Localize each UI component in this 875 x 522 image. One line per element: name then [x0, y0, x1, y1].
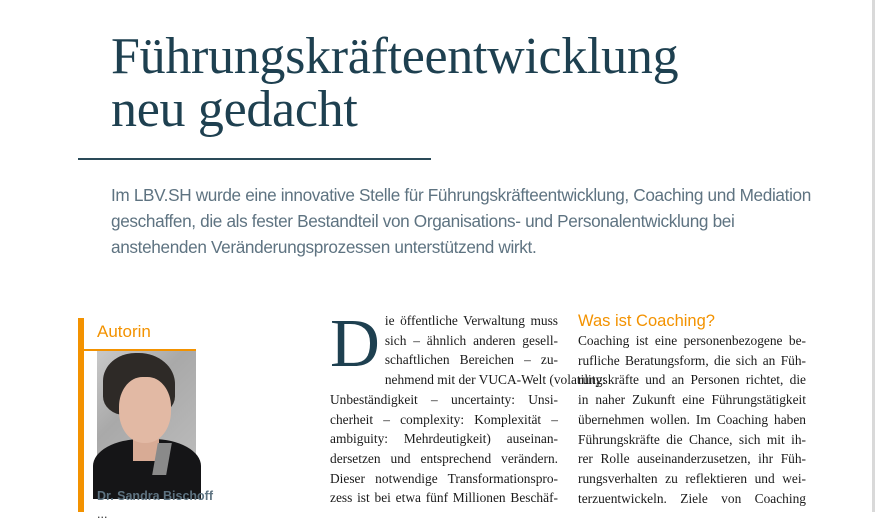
coaching-line: terzuentwickeln. Ziele von Coaching — [578, 490, 806, 506]
title-line-1: Führungskräfteentwicklung — [111, 28, 679, 85]
coaching-line: rufliche Beratungsform, die sich an Füh- — [578, 352, 806, 368]
coaching-line: Coaching ist eine personenbezogene be- — [578, 333, 806, 348]
body-line: ambiguity: Mehrdeutigkeit) auseinan- — [330, 431, 558, 447]
body-line: Unbeständigkeit – uncertainty: Unsi- — [330, 391, 558, 407]
author-box — [78, 318, 308, 521]
photo-face-shape — [119, 377, 171, 443]
coaching-line: in naher Zukunft eine Führungstätigkeit — [578, 392, 806, 408]
coaching-heading: Was ist Coaching? — [578, 312, 715, 330]
title-line-2: neu gedacht — [111, 81, 358, 138]
coaching-line: Führungskräfte die Chance, sich mit ih- — [578, 431, 806, 447]
body-line: cherheit – complexity: Komplexität – — [330, 411, 558, 427]
coaching-paragraph — [578, 331, 806, 508]
body-line: sich – ähnlich anderen gesell- — [384, 332, 558, 348]
coaching-column — [578, 311, 806, 508]
coaching-line: rer Rolle auseinanderzusetzen, ihr Füh- — [578, 451, 806, 467]
coaching-line: rungskräfte und an Personen richtet, die — [578, 372, 806, 388]
body-line: zess ist bei etwa fünf Millionen Beschäf- — [330, 490, 558, 506]
article-title — [111, 30, 678, 136]
author-accent-bar — [78, 318, 84, 512]
author-heading: Autorin — [97, 322, 151, 341]
body-line: schaftlichen Bereichen – zu- — [384, 352, 558, 368]
author-photo — [97, 351, 196, 474]
drop-cap: D — [330, 305, 380, 381]
article-lead: Im LBV.SH wurde eine innovative Stelle für Führungskräfteentwicklung, Coaching und Mediation geschaffen, die als fester Bestandteil von Organisations- und Personalentwicklung bei anstehenden Veränderungsprozessen unterstützend wirkt. — [111, 185, 811, 257]
title-divider — [78, 158, 431, 160]
author-name: Dr. Sandra Bischoff — [97, 489, 213, 503]
body-line: dersetzen und entsprechend verändern. — [330, 450, 558, 466]
author-bio-cut-off: ... — [97, 507, 108, 521]
body-line: ie öffentliche Verwaltung muss — [384, 313, 558, 328]
coaching-line: rungsverhalten zu reflektieren und wei- — [578, 470, 806, 486]
body-column — [330, 305, 606, 508]
body-line: Dieser notwendige Transformationspro- — [330, 470, 558, 486]
coaching-line: übernehmen wollen. Im Coaching haben — [578, 411, 806, 427]
body-line: nehmend mit der VUCA-Welt (volatility: — [384, 372, 606, 388]
